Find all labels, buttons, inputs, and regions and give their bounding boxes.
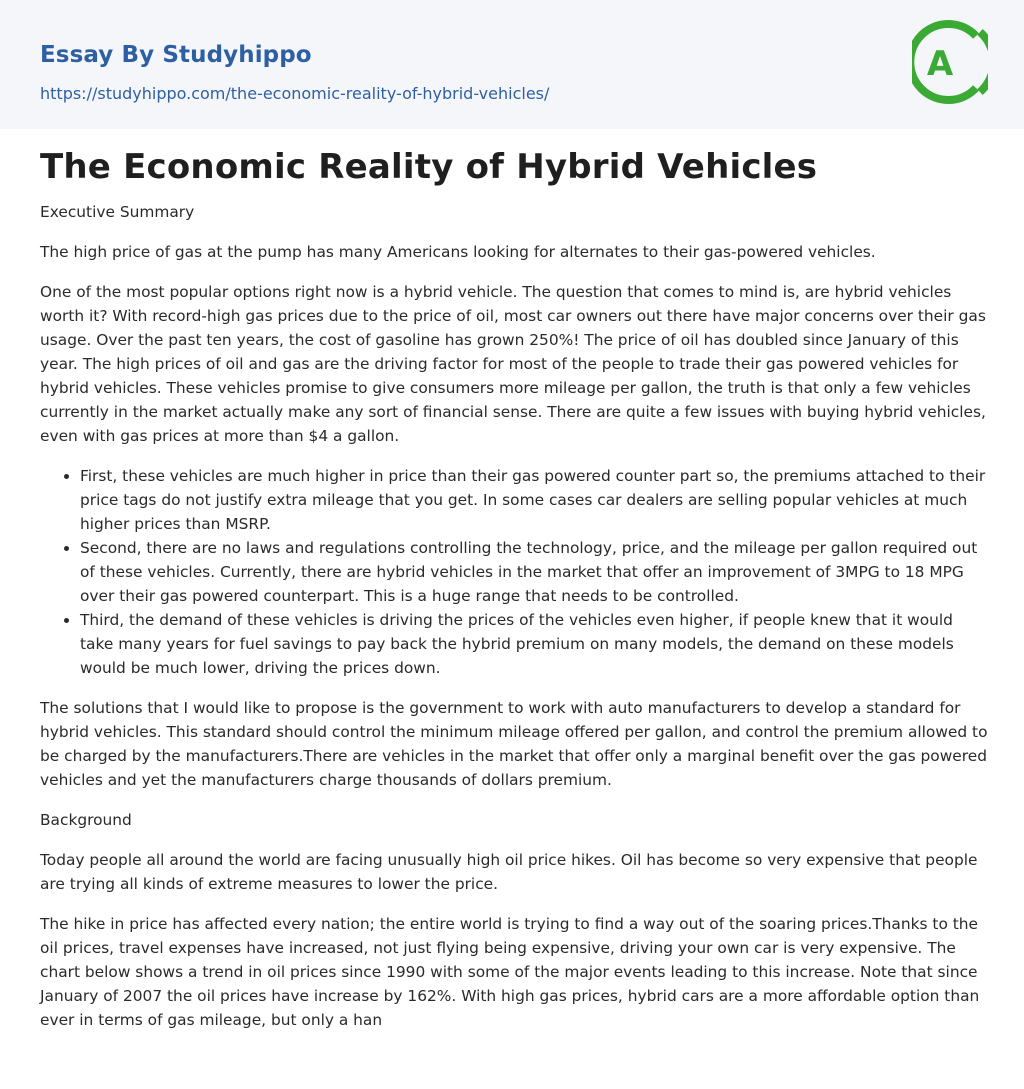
site-brand[interactable]: Essay By Studyhippo [40,42,312,68]
paragraph: One of the most popular options right now is a hybrid vehicle. The question that comes to mind is, are hybrid vehicles worth it? With record-high gas prices due to the price of oil, most car owners out there have major concerns over their gas usage. Over the past ten years, the cost of gasoline has grown 250%! The price of oil has doubled since January of this year. The high prices of oil and gas are the driving factor for most of the people to trade their gas powered vehicles for hybrid vehicles. These vehicles promise to give consumers more mileage per gallon, the truth is that only a few vehicles currently in the market actually make any sort of financial sense. There are quite a few issues with buying hybrid vehicles, even with gas prices at more than $4 a gallon. [40,283,986,445]
paragraph: The solutions that I would like to propose is the government to work with auto manufacturers to develop a standard for hybrid vehicles. This standard should control the minimum mileage offered per gallon, and control the premium allowed to be charged by the manufacturers.There are vehicles in the market that offer only a marginal benefit over the gas powered vehicles and yet the manufacturers charge thousands of dollars premium. [40,699,988,789]
essay-url-link[interactable]: https://studyhippo.com/the-economic-reality-of-hybrid-vehicles/ [40,84,550,103]
studyhippo-logo-icon[interactable] [912,18,988,106]
list-item: • Third, the demand of these vehicles is driving the prices of the vehicles even higher, if people knew that it would take many years for fuel savings to pay back the hybrid premium on many models, the demand on these models would be much lower, driving the prices down. [80,608,990,680]
logo-letter: A [926,44,954,84]
paragraph: The high price of gas at the pump has many Americans looking for alternates to their gas-powered vehicles. [40,243,876,261]
issues-list [40,464,990,680]
paragraph: Today people all around the world are facing unusually high oil price hikes. Oil has become so very expensive that people are trying all kinds of extreme measures to lower the price. [40,851,978,893]
article-body [40,200,990,1048]
list-item: • First, these vehicles are much higher in price than their gas powered counter part so, the premiums attached to their price tags do not justify extra mileage that you get. In some cases car dealers are selling popular vehicles at much higher prices than MSRP. [80,464,990,536]
section-heading-background: Background [40,811,132,829]
section-heading-executive-summary: Executive Summary [40,203,195,221]
article-title: The Economic Reality of Hybrid Vehicles [40,147,818,187]
paragraph: The hike in price has affected every nation; the entire world is trying to find a way out of the soaring prices.Thanks to the oil prices, travel expenses have increased, not just flying being expensive, driving your own car is very expensive. The chart below shows a trend in oil prices since 1990 with some of the major events leading to this increase. Note that since January of 2007 the oil prices have increase by 162%. With high gas prices, hybrid cars are a more affordable option than ever in terms of gas mileage, but only a han [40,915,980,1029]
list-item: • Second, there are no laws and regulations controlling the technology, price, and the mileage per gallon required out of these vehicles. Currently, there are hybrid vehicles in the market that offer an improvement of 3MPG to 18 MPG over their gas powered counterpart. This is a huge range that needs to be controlled. [80,536,990,608]
